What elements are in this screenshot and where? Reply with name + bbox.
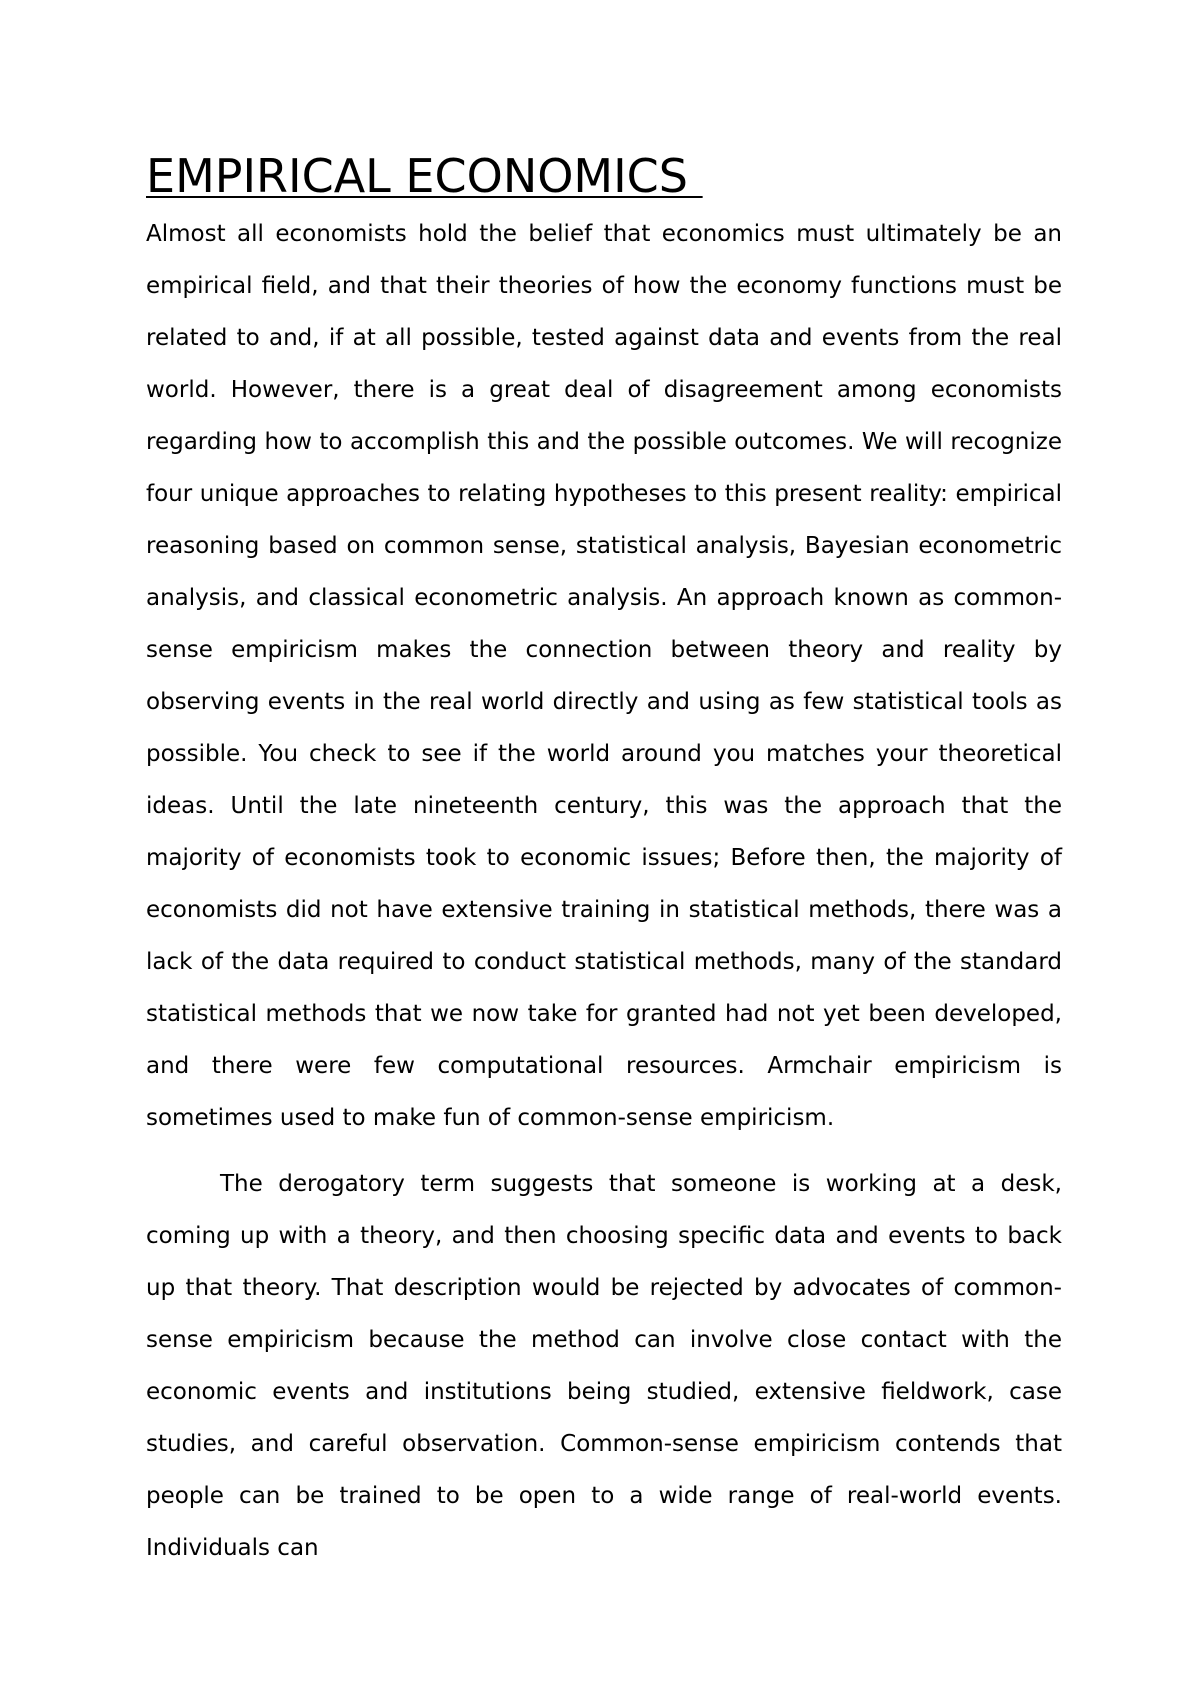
body-paragraph-1: Almost all economists hold the belief that economics must ultimately be an empirical field, and that their theories of how the economy functions must be related to and, if at all possible, tested against data and events from the real world. However, there is a great deal of disagreement among economists regarding how to accomplish this and the possible outcomes. We will recognize four unique approaches to relating hypotheses to this present reality: empirical reasoning based on common sense, statistical analysis, Bayesian econometric analysis, and classical econometric analysis. An approach known as common-sense empiricism makes the connection between theory and reality by observing events in the real world directly and using as few statistical tools as possible. You check to see if the world around you matches your theoretical ideas. Until the late nineteenth century, this was the approach that the majority of economists took to economic issues; Before then, the majority of economists did not have extensive training in statistical methods, there was a lack of the data required to conduct statistical methods, many of the standard statistical methods that we now take for granted had not yet been developed, and there were few computational resources. Armchair empiricism is sometimes used to make fun of common-sense empiricism.	[146, 221, 1062, 1131]
document-title: EMPIRICAL ECONOMICS	[146, 149, 703, 203]
body-paragraph-2: The derogatory term suggests that someone is working at a desk, coming up with a theory, and then choosing specific data and events to back up that theory. That description would be rejected by advocates of common-sense empiricism because the method can involve close contact with the economic events and institutions being studied, extensive fieldwork, case studies, and careful observation. Common-sense empiricism contends that people can be trained to be open to a wide range of real-world events. Individuals can	[146, 1171, 1062, 1561]
